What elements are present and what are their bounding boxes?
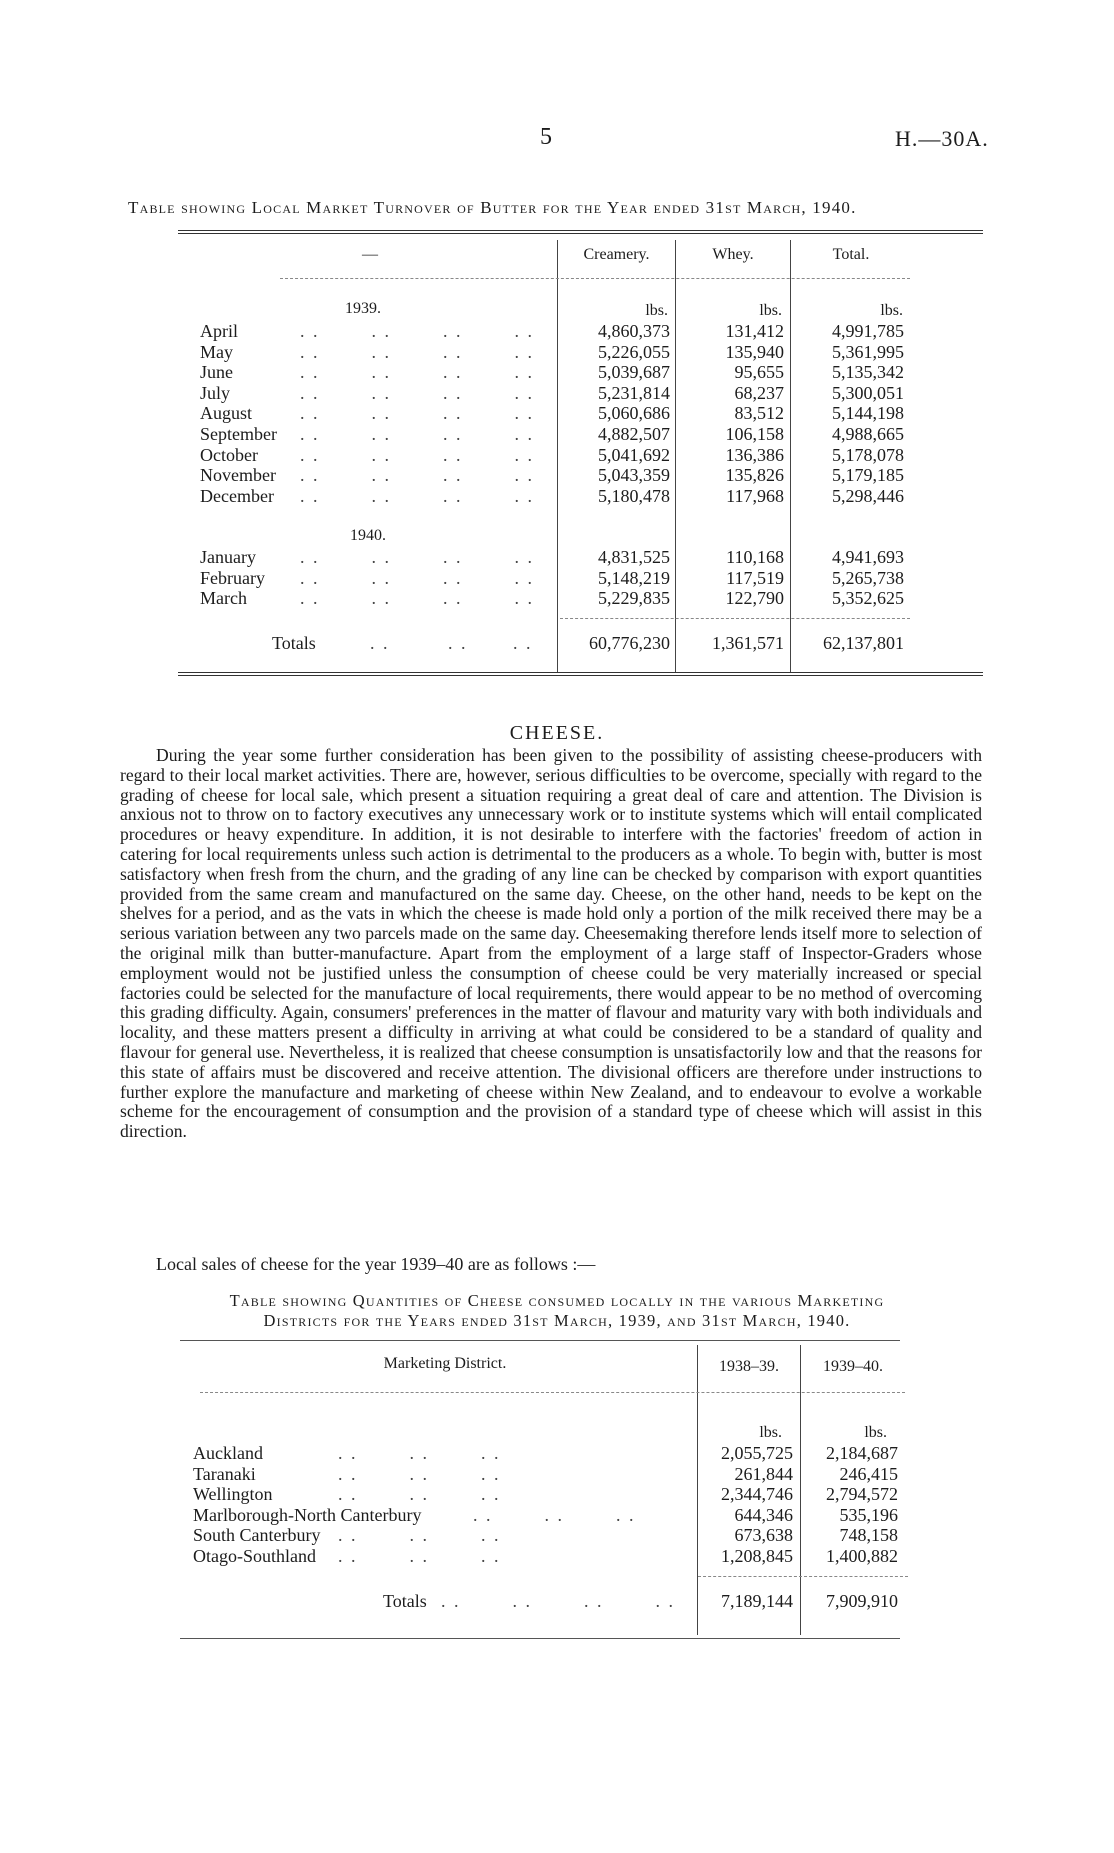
leader-dots: . . . . . . — [338, 1463, 501, 1484]
total-total: 62,137,801 — [823, 633, 904, 653]
cheese-table-bottom-rule — [180, 1638, 900, 1639]
month-label: September — [200, 424, 277, 444]
year-1939-label: 1939. — [345, 300, 381, 317]
leader-dots: . . . . . . . . — [300, 382, 534, 403]
table-row — [200, 444, 920, 466]
whey-value: 106,158 — [725, 424, 784, 444]
column-header-creamery: Creamery. — [583, 246, 650, 263]
creamery-value: 5,043,359 — [598, 465, 670, 486]
leader-dots: . . . . . . . . — [300, 321, 534, 341]
month-label: August — [200, 403, 253, 424]
totals-label: Totals — [272, 633, 316, 653]
district-label: South Canterbury — [193, 1525, 321, 1546]
table-row — [200, 320, 920, 342]
total-value: 5,265,738 — [832, 567, 904, 588]
unit-lbs: lbs. — [864, 1424, 887, 1441]
month-label: April — [200, 321, 238, 341]
total-value: 4,941,693 — [832, 547, 904, 567]
value-1938-39: 2,344,746 — [721, 1484, 793, 1505]
table-row — [193, 1504, 913, 1526]
column-header-district: Marketing District. — [383, 1355, 507, 1372]
creamery-value: 5,148,219 — [598, 567, 670, 588]
column-header-whey: Whey. — [712, 246, 754, 263]
creamery-value: 5,229,835 — [598, 588, 670, 609]
month-label: May — [200, 341, 233, 362]
leader-dots: . . . . . . . . — [300, 567, 534, 588]
cheese-table-top-rule — [180, 1340, 900, 1341]
year-1940-label: 1940. — [350, 527, 386, 544]
table-row — [200, 567, 920, 589]
leader-dots: . . . . . . . . — [300, 444, 534, 465]
table-row — [200, 587, 920, 609]
creamery-value: 5,231,814 — [598, 382, 670, 403]
leader-dots: . . . . . . — [338, 1525, 501, 1546]
leader-dots: . . . . . . . . — [300, 588, 534, 609]
table-row — [193, 1524, 913, 1546]
total-value: 5,144,198 — [832, 403, 904, 424]
value-1938-39: 1,208,845 — [721, 1546, 793, 1566]
whey-value: 110,168 — [726, 547, 784, 567]
district-label: Wellington — [193, 1484, 273, 1505]
whey-value: 135,826 — [725, 465, 784, 486]
total-value: 5,361,995 — [832, 341, 904, 362]
cheese-table-caption-line1: Table showing Quantities of Cheese consumed locally in the various Marketing — [229, 1291, 885, 1310]
column-header-total: Total. — [832, 246, 870, 263]
creamery-value: 5,226,055 — [598, 341, 670, 362]
total-value: 5,298,446 — [832, 485, 904, 506]
district-label: Otago-Southland — [193, 1546, 316, 1566]
month-label: December — [200, 485, 274, 506]
unit-lbs: lbs. — [880, 302, 903, 319]
whey-value: 122,790 — [725, 588, 784, 609]
leader-dots: . . . . . . — [338, 1443, 501, 1463]
creamery-value: 5,060,686 — [598, 403, 670, 424]
table-row — [193, 1483, 913, 1505]
value-1939-40: 2,794,572 — [826, 1484, 898, 1505]
whey-value: 95,655 — [734, 362, 784, 383]
leader-dots: . . . . . . . . — [300, 341, 534, 362]
value-1939-40: 2,184,687 — [826, 1443, 898, 1463]
creamery-value: 5,039,687 — [598, 362, 670, 383]
creamery-value: 5,041,692 — [598, 444, 670, 465]
total-value: 5,179,185 — [832, 465, 904, 486]
leader-dots: . . . . . . . . — [300, 403, 534, 424]
document-reference: H.—30A. — [895, 126, 989, 151]
total-value: 5,135,342 — [832, 362, 904, 383]
unit-lbs: lbs. — [759, 302, 782, 319]
creamery-value: 4,831,525 — [598, 547, 670, 567]
unit-lbs: lbs. — [645, 302, 668, 319]
value-1939-40: 748,158 — [839, 1525, 898, 1546]
table-row — [200, 546, 920, 568]
total-creamery: 60,776,230 — [589, 633, 670, 653]
month-label: October — [200, 444, 258, 465]
leader-dots: . . . . . . . . — [300, 424, 534, 444]
totals-rule — [698, 1576, 908, 1577]
page-number: 5 — [540, 124, 552, 150]
column-header-1939-40: 1939–40. — [823, 1358, 883, 1375]
total-value: 4,988,665 — [832, 424, 904, 444]
unit-lbs: lbs. — [759, 1424, 782, 1441]
cheese-paragraph: During the year some further consideration has been given to the possibility of assisting cheese-producers with regard to their local market activities. There are, however, serious difficulties to be overcome, specially with regard to the grading of cheese for local sale, which present a situation requiring a great deal of care and attention. The Division is anxious not to throw on to factory executives any unnecessary work or to institute systems which will entail complicated procedures or heavy expenditure. In addition, it is not desirable to interfere with the factories' freedom of action in catering for local requirements unless such action is detrimental to the producers as a whole. To begin with, butter is most satisfactory when fresh from the churn, and the grading of any line can be checked by comparison with export quantities provided from the same cream and manufactured on the same day. Cheese, on the other hand, needs to be kept on the shelves for a period, and as the vats in which the cheese is made hold only a portion of the milk received there may be a serious variation between any two parcels made on the same day. Cheesemaking therefore lends itself more to selection of the original milk than butter-manufacture. Apart from the employment of a large staff of Inspector-Graders whose employment would not be justified unless the consumption of cheese could be very materially increased or special factories could be selected for the manufacture of local requirements, there would appear to be no method of overcoming this grading difficulty. Again, consumers' preferences in the matter of flavour and maturity vary with both individuals and locality, and these matters present a difficulty in arriving at what could be considered to be a standard of quality and flavour for general use. Nevertheless, it is realized that cheese consumption is unsatisfactorily low and that the reasons for this state of affairs must be discovered and receive attention. The divisional officers are therefore under instructions to further explore the manufacture and marketing of cheese within New Zealand, and to endeavour to evolve a workable scheme for the encouragement of consumption and the provision of a standard type of cheese which will assist in this direction. — [120, 745, 982, 1142]
totals-row — [200, 632, 920, 654]
butter-table-caption: Table showing Local Market Turnover of Butter for the Year ended 31st March, 1940. — [128, 198, 857, 217]
month-label: June — [200, 362, 233, 383]
leader-dots: . . . . . . — [338, 1484, 501, 1505]
table-row — [193, 1463, 913, 1485]
value-1938-39: 2,055,725 — [721, 1443, 793, 1463]
cheese-lead-in: Local sales of cheese for the year 1939–40 are as follows :— — [156, 1254, 596, 1274]
month-label: February — [200, 567, 265, 588]
value-1939-40: 1,400,882 — [826, 1546, 898, 1566]
leader-dots: . . . . . . . . — [300, 485, 534, 506]
leader-dots: . . . . . . — [473, 1504, 636, 1525]
whey-value: 117,519 — [726, 567, 784, 588]
leader-dots: . . . . . . — [370, 633, 533, 653]
table-row — [200, 341, 920, 363]
value-1938-39: 261,844 — [734, 1463, 793, 1484]
total-1939-40: 7,909,910 — [826, 1591, 898, 1611]
whey-value: 136,386 — [725, 444, 784, 465]
totals-label: Totals — [383, 1591, 427, 1611]
table-top-rule — [178, 230, 983, 231]
creamery-value: 4,882,507 — [598, 424, 670, 444]
column-header-blank: — — [362, 246, 378, 263]
whey-value: 83,512 — [734, 403, 784, 424]
month-label: November — [200, 465, 276, 486]
creamery-value: 5,180,478 — [598, 485, 670, 506]
value-1938-39: 644,346 — [734, 1504, 793, 1525]
table-row — [200, 464, 920, 486]
leader-dots: . . . . . . . . — [300, 362, 534, 383]
header-rule — [200, 1392, 905, 1393]
cheese-table-caption-line2: Districts for the Years ended 31st March, 1939, and 31st March, 1940. — [263, 1311, 851, 1330]
table-row — [193, 1545, 913, 1567]
leader-dots: . . . . . . . . — [300, 465, 534, 486]
month-label: January — [200, 547, 256, 567]
column-header-1938-39: 1938–39. — [719, 1358, 779, 1375]
month-label: July — [200, 382, 231, 403]
total-value: 5,352,625 — [832, 588, 904, 609]
whey-value: 117,968 — [726, 485, 784, 506]
leader-dots: . . . . . . . . — [300, 547, 534, 567]
totals-rule — [560, 618, 910, 619]
header-rule — [280, 278, 910, 279]
whey-value: 131,412 — [725, 321, 784, 341]
table-row — [200, 361, 920, 383]
total-value: 4,991,785 — [832, 321, 904, 341]
table-bottom-rule — [178, 672, 983, 673]
district-label: Auckland — [193, 1443, 263, 1463]
table-top-rule-double — [178, 233, 983, 234]
total-value: 5,300,051 — [832, 382, 904, 403]
district-label: Marlborough-North Canterbury — [193, 1504, 422, 1525]
table-row — [200, 402, 920, 424]
creamery-value: 4,860,373 — [598, 321, 670, 341]
cheese-totals-row — [193, 1590, 913, 1612]
table-row — [200, 382, 920, 404]
table-bottom-rule-double — [178, 675, 983, 676]
month-label: March — [200, 588, 247, 609]
value-1939-40: 535,196 — [839, 1504, 898, 1525]
table-row — [200, 423, 920, 445]
value-1939-40: 246,415 — [839, 1463, 898, 1484]
table-row — [200, 485, 920, 507]
section-title-cheese: CHEESE. — [509, 722, 605, 744]
total-1938-39: 7,189,144 — [721, 1591, 793, 1611]
district-label: Taranaki — [193, 1463, 256, 1484]
leader-dots: . . . . . . — [338, 1546, 501, 1566]
leader-dots: . . . . . . . . — [441, 1591, 675, 1611]
total-whey: 1,361,571 — [712, 633, 784, 653]
total-value: 5,178,078 — [832, 444, 904, 465]
whey-value: 135,940 — [725, 341, 784, 362]
table-row — [193, 1442, 913, 1464]
whey-value: 68,237 — [734, 382, 784, 403]
value-1938-39: 673,638 — [734, 1525, 793, 1546]
